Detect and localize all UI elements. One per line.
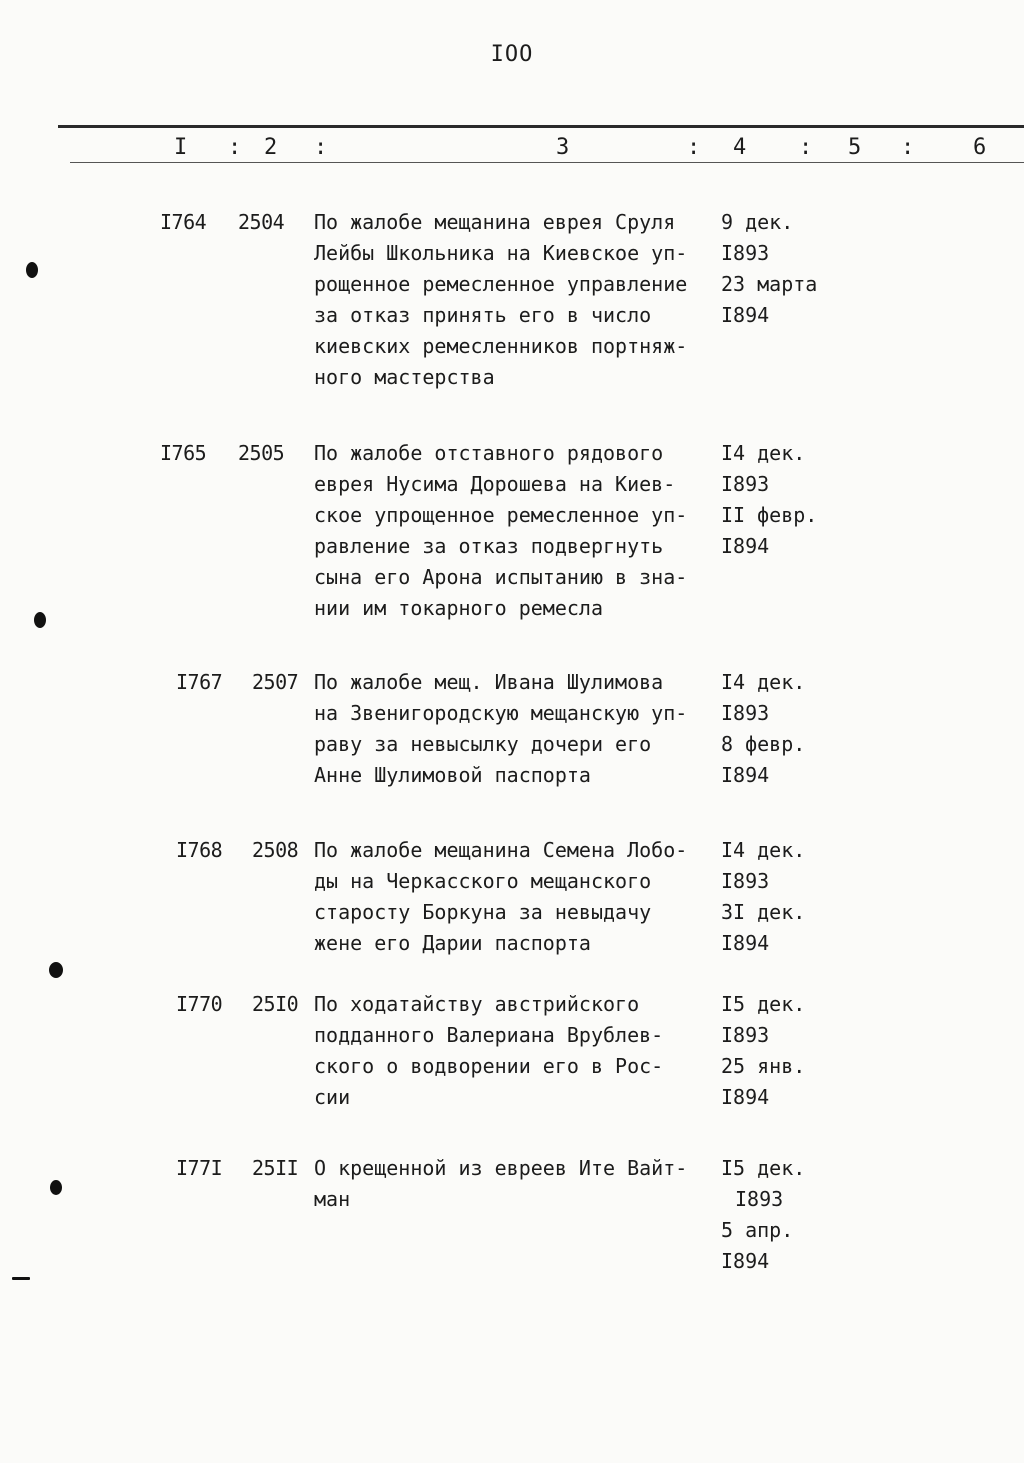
column-header-6: 6 (973, 135, 987, 160)
description-line: ского о водворении его в Рос- (314, 1054, 664, 1078)
binder-hole-mark (34, 612, 46, 628)
entry-number: I765 (160, 441, 207, 465)
description-line: По жалобе мещанина еврея Сруля (314, 210, 676, 234)
entry-number: I77I (176, 1156, 223, 1180)
entry-number: I767 (176, 670, 223, 694)
description-line: подданного Валериана Врублев- (314, 1023, 664, 1047)
entry-number: I764 (160, 210, 207, 234)
entry-description (314, 667, 714, 791)
description-line: ское упрощенное ремесленное уп- (314, 503, 688, 527)
header-rule (70, 162, 1024, 163)
file-number: 2505 (238, 441, 285, 465)
column-header-4: 4 (733, 135, 747, 160)
entry-description (314, 835, 714, 959)
description-line: старосту Боркуна за невыдачу (314, 900, 652, 924)
date-line: 5 апр. (721, 1218, 794, 1242)
description-line: равление за отказ подвергнуть (314, 534, 664, 558)
file-number: 2504 (238, 210, 285, 234)
date-line: I893 (735, 1187, 784, 1211)
description-line: за отказ принять его в число (314, 303, 652, 327)
column-header-5: 5 (848, 135, 862, 160)
date-line: I4 дек. (721, 441, 806, 465)
description-line: сии (314, 1085, 351, 1109)
description-line: ман (314, 1187, 351, 1211)
binder-hole-mark (26, 262, 38, 278)
page-number: IOO (490, 42, 534, 67)
date-line: II февр. (721, 503, 818, 527)
column-separator: : (799, 135, 813, 160)
date-line: I4 дек. (721, 838, 806, 862)
column-separator: : (901, 135, 915, 160)
date-line: 8 февр. (721, 732, 806, 756)
date-line: I894 (721, 763, 770, 787)
entry-dates (721, 207, 861, 331)
description-line: ды на Черкасского мещанского (314, 869, 652, 893)
entry-dates (721, 438, 861, 562)
entry-description (314, 989, 714, 1113)
date-line: 25 янв. (721, 1054, 806, 1078)
binder-hole-mark (49, 962, 63, 978)
entry-dates (721, 989, 861, 1113)
entry-dates (721, 835, 861, 959)
description-line: По ходатайству австрийского (314, 992, 640, 1016)
date-line: I894 (721, 303, 770, 327)
column-header-2: 2 (264, 135, 278, 160)
date-line: I893 (721, 241, 770, 265)
description-line: По жалобе отставного рядового (314, 441, 664, 465)
date-line: 9 дек. (721, 210, 794, 234)
date-line: I894 (721, 534, 770, 558)
column-separator: : (228, 135, 242, 160)
date-line: I893 (721, 869, 770, 893)
entry-number: I768 (176, 838, 223, 862)
date-line: 3I дек. (721, 900, 806, 924)
date-line: 23 марта (721, 272, 818, 296)
entry-description (314, 438, 714, 624)
entry-description (314, 1153, 714, 1215)
description-line: По жалобе мещанина Семена Лобо- (314, 838, 688, 862)
description-line: По жалобе мещ. Ивана Шулимова (314, 670, 664, 694)
margin-dash-mark (12, 1277, 30, 1280)
date-line: I4 дек. (721, 670, 806, 694)
entry-dates (721, 667, 861, 791)
date-line: I894 (721, 931, 770, 955)
entry-dates (721, 1153, 861, 1277)
binder-hole-mark (50, 1180, 62, 1195)
entry-number: I770 (176, 992, 223, 1016)
description-line: киевских ремесленников портняж- (314, 334, 688, 358)
date-line: I893 (721, 472, 770, 496)
date-line: I893 (721, 701, 770, 725)
column-separator: : (687, 135, 701, 160)
file-number: 25I0 (252, 992, 299, 1016)
entry-description (314, 207, 714, 393)
description-line: Лейбы Школьника на Киевское уп- (314, 241, 688, 265)
description-line: на Звенигородскую мещанскую уп- (314, 701, 688, 725)
description-line: жене его Дарии паспорта (314, 931, 591, 955)
column-header-1: I (174, 135, 188, 160)
date-line: I5 дек. (721, 1156, 806, 1180)
description-line: еврея Нусима Дорошева на Киев- (314, 472, 676, 496)
description-line: ного мастерства (314, 365, 495, 389)
column-separator: : (314, 135, 328, 160)
description-line: сына его Арона испытанию в зна- (314, 565, 688, 589)
description-line: нии им токарного ремесла (314, 596, 603, 620)
description-line: рощенное ремесленное управление (314, 272, 688, 296)
top-rule (58, 125, 1024, 128)
description-line: Анне Шулимовой паспорта (314, 763, 591, 787)
file-number: 25II (252, 1156, 299, 1180)
description-line: раву за невысылку дочери его (314, 732, 652, 756)
date-line: I894 (721, 1085, 770, 1109)
date-line: I894 (721, 1249, 770, 1273)
file-number: 2507 (252, 670, 299, 694)
date-line: I893 (721, 1023, 770, 1047)
description-line: О крещенной из евреев Ите Вайт- (314, 1156, 688, 1180)
file-number: 2508 (252, 838, 299, 862)
date-line: I5 дек. (721, 992, 806, 1016)
column-header-3: 3 (556, 135, 570, 160)
